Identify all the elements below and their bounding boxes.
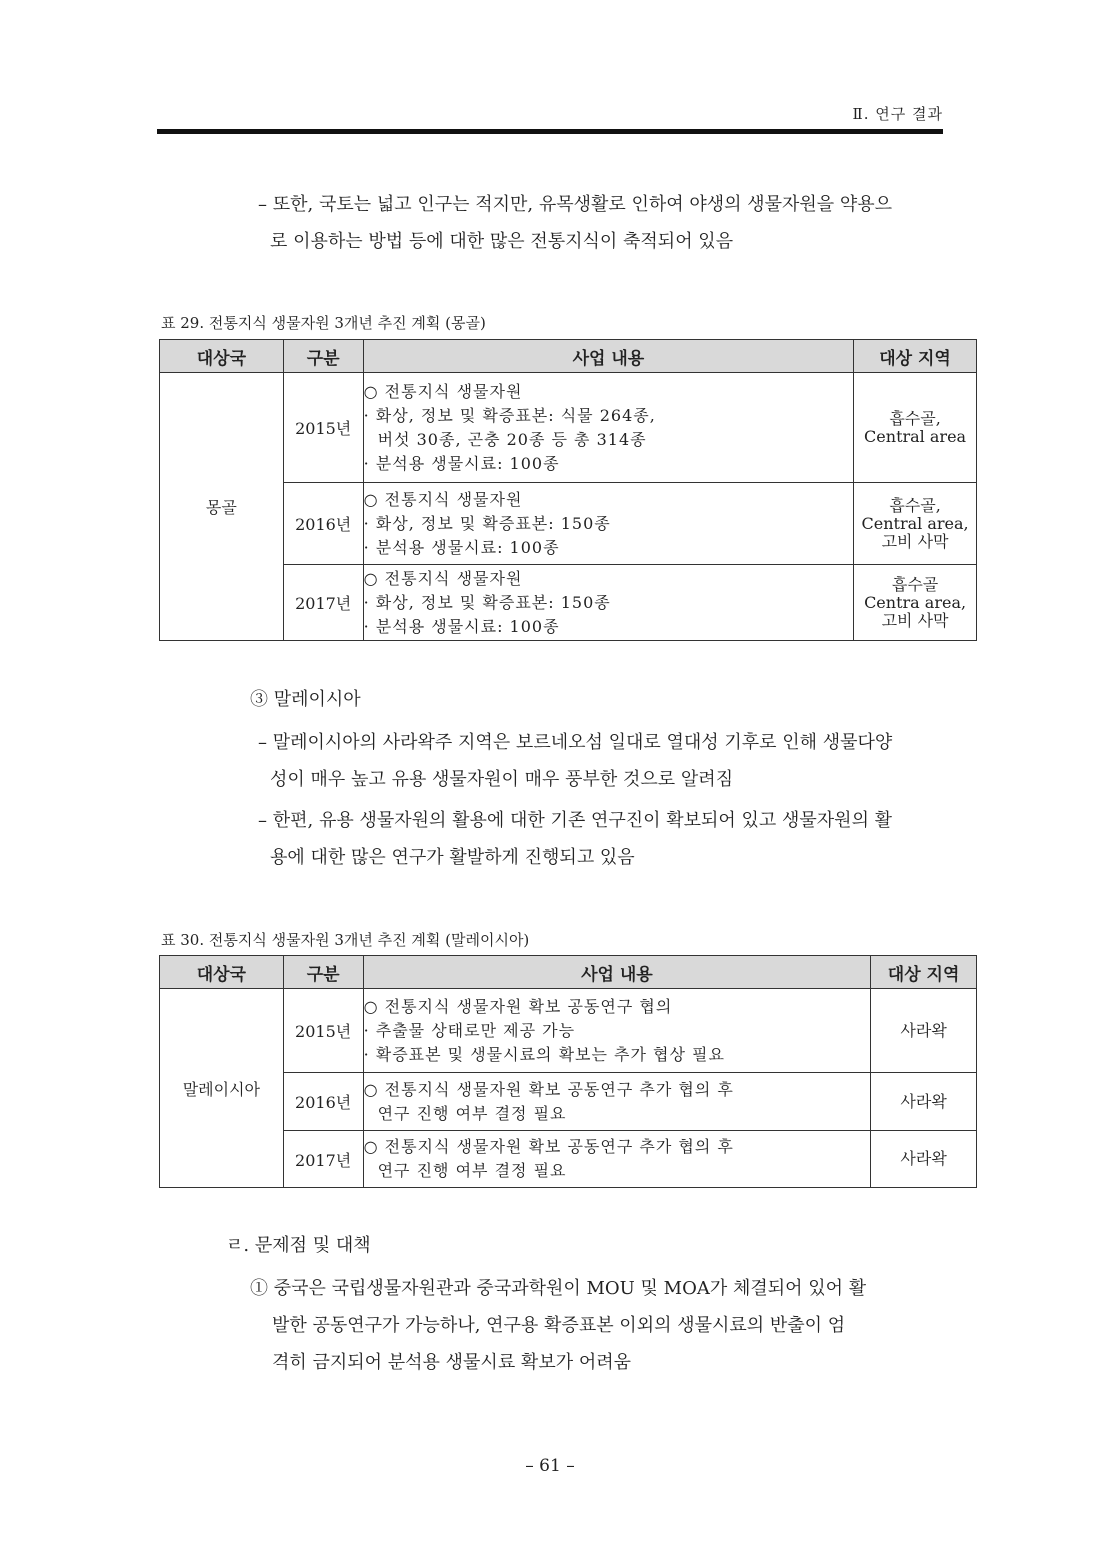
- region-line: 흡수골,: [889, 408, 941, 428]
- table29-year-2015: 2015년: [283, 373, 363, 483]
- table29-year-2017: 2017년: [283, 565, 363, 641]
- malaysia-heading: ③ 말레이시아: [250, 689, 361, 710]
- malaysia-bullet-1-line-1: – 말레이시아의 사라왁주 지역은 보르네오섬 일대로 열대성 기후로 인해 생물다양: [258, 732, 893, 753]
- table-row: [160, 373, 977, 483]
- malaysia-bullet-2-line-1: – 한편, 유용 생물자원의 활용에 대한 기존 연구진이 확보되어 있고 생물자원의 활: [258, 810, 893, 831]
- malaysia-bullet-1: [258, 724, 892, 798]
- table29-region-2017: [854, 565, 977, 641]
- table29-content-2016: [363, 483, 854, 565]
- table30-content-2016: [363, 1073, 871, 1131]
- table30-content-2017: [363, 1131, 871, 1188]
- table30-region-2017: [871, 1131, 977, 1188]
- content-line: ○ 전통지식 생물자원 확보 공동연구 추가 협의 후: [363, 1079, 734, 1099]
- region-line: Central area,: [861, 513, 969, 533]
- table29-header-region: 대상 지역: [854, 340, 977, 373]
- intro-bullet: [258, 186, 892, 260]
- table30-content-2015: [363, 989, 871, 1073]
- table30-header-category: 구분: [283, 956, 363, 989]
- region-line: 흡수골: [891, 574, 939, 594]
- running-header: Ⅱ. 연구 결과: [852, 105, 943, 123]
- problems-item-1-line-2: 발한 공동연구가 가능하나, 연구용 확증표본 이외의 생물시료의 반출이 엄: [272, 1315, 846, 1336]
- problems-item-1: [250, 1270, 866, 1381]
- table29-country-cell: 몽골: [160, 373, 284, 641]
- region-line: 고비 사막: [881, 531, 949, 551]
- region-line: 사라왁: [900, 1091, 947, 1111]
- table30-year-2017: 2017년: [283, 1131, 363, 1188]
- table30-header-region: 대상 지역: [871, 956, 977, 989]
- table30-region-2016: [871, 1073, 977, 1131]
- table30-header-row: [160, 956, 977, 989]
- malaysia-bullet-2: [258, 802, 892, 876]
- problems-item-1-line-3: 격히 금지되어 분석용 생물시료 확보가 어려움: [272, 1352, 631, 1373]
- table29-content-2015: [363, 373, 854, 483]
- table29-header-country: 대상국: [160, 340, 284, 373]
- content-line: ○ 전통지식 생물자원: [363, 568, 523, 588]
- content-line: 연구 진행 여부 결정 필요: [377, 1161, 567, 1180]
- malaysia-bullet-1-line-2: 성이 매우 높고 유용 생물자원이 매우 풍부한 것으로 알려짐: [270, 769, 734, 790]
- region-line: 흡수골,: [889, 495, 941, 515]
- table29-header-row: [160, 340, 977, 373]
- table29-year-2016: 2016년: [283, 483, 363, 565]
- content-line: · 분석용 생물시료: 100종: [363, 616, 560, 636]
- malaysia-bullet-2-line-2: 용에 대한 많은 연구가 활발하게 진행되고 있음: [270, 847, 635, 868]
- table30-caption: 표 30. 전통지식 생물자원 3개년 추진 계획 (말레이시아): [161, 931, 530, 949]
- table29-caption: 표 29. 전통지식 생물자원 3개년 추진 계획 (몽골): [161, 314, 486, 332]
- table29-content-2017: [363, 565, 854, 641]
- content-line: ○ 전통지식 생물자원 확보 공동연구 추가 협의 후: [363, 1137, 734, 1156]
- table29: [159, 339, 977, 641]
- content-line: · 화상, 정보 및 확증표본: 150종: [363, 513, 611, 533]
- content-line: · 화상, 정보 및 확증표본: 150종: [363, 592, 611, 612]
- content-line: · 분석용 생물시료: 100종: [363, 537, 560, 557]
- region-line: 고비 사막: [881, 610, 949, 630]
- region-line: Centra area,: [864, 592, 967, 612]
- content-line: · 확증표본 및 생물시료의 확보는 추가 협상 필요: [363, 1044, 725, 1064]
- content-line: · 화상, 정보 및 확증표본: 식물 264종,: [363, 405, 656, 425]
- intro-bullet-line-1: – 또한, 국토는 넓고 인구는 적지만, 유목생활로 인하여 야생의 생물자원을 약용으: [258, 194, 893, 215]
- table29-region-2016: [854, 483, 977, 565]
- content-line: 버섯 30종, 곤충 20종 등 총 314종: [377, 429, 647, 449]
- content-line: 연구 진행 여부 결정 필요: [377, 1103, 567, 1123]
- table30-country-cell: 말레이시아: [160, 989, 284, 1188]
- problems-item-1-line-1: ① 중국은 국립생물자원관과 중국과학원이 MOU 및 MOA가 체결되어 있어 활: [250, 1278, 867, 1299]
- content-line: · 추출물 상태로만 제공 가능: [363, 1020, 576, 1040]
- table30-header-content: 사업 내용: [363, 956, 871, 989]
- table29-region-2015: [854, 373, 977, 483]
- content-line: · 분석용 생물시료: 100종: [363, 453, 560, 473]
- table30-header-country: 대상국: [160, 956, 284, 989]
- table-row: [160, 989, 977, 1073]
- table30-year-2015: 2015년: [283, 989, 363, 1073]
- table30-year-2016: 2016년: [283, 1073, 363, 1131]
- table29-header-content: 사업 내용: [363, 340, 854, 373]
- problems-heading: ㄹ. 문제점 및 대책: [226, 1235, 371, 1256]
- content-line: ○ 전통지식 생물자원: [363, 381, 523, 401]
- header-rule: [157, 129, 943, 134]
- table30: [159, 955, 977, 1188]
- region-line: Central area: [864, 426, 967, 446]
- region-line: 사라왁: [900, 1149, 947, 1168]
- table29-header-category: 구분: [283, 340, 363, 373]
- table30-region-2015: [871, 989, 977, 1073]
- intro-bullet-line-2: 로 이용하는 방법 등에 대한 많은 전통지식이 축적되어 있음: [270, 231, 734, 252]
- content-line: ○ 전통지식 생물자원 확보 공동연구 협의: [363, 996, 673, 1016]
- page-number: – 61 –: [525, 1456, 575, 1476]
- region-line: 사라왁: [900, 1020, 947, 1040]
- content-line: ○ 전통지식 생물자원: [363, 489, 523, 509]
